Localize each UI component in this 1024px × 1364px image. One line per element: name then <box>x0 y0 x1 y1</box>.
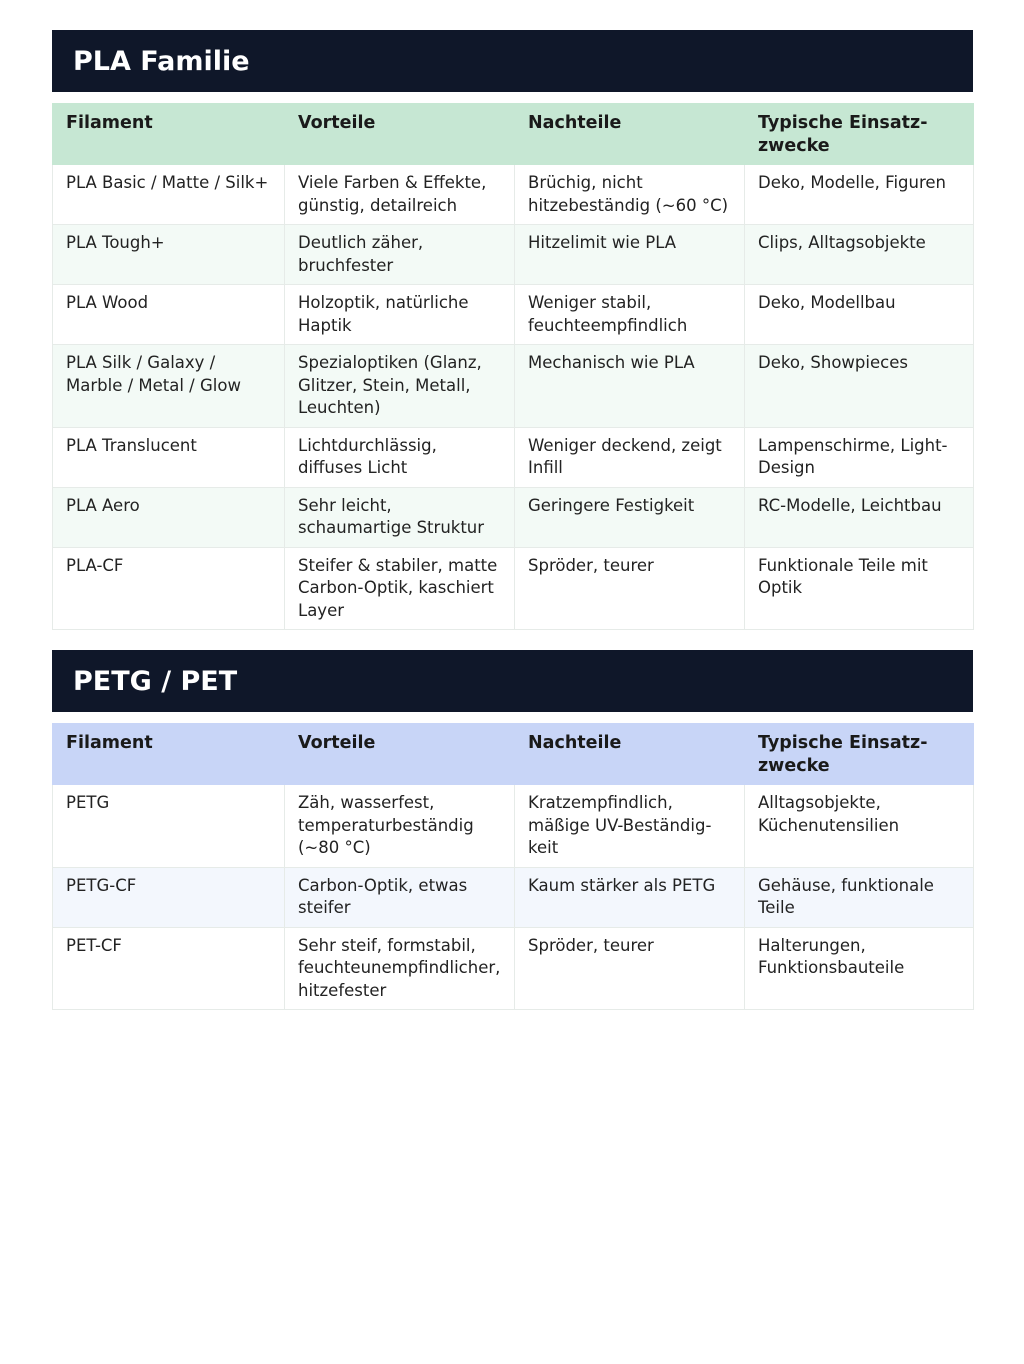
column-header-filament: Filament <box>53 724 285 785</box>
cell-vorteile: Deutlich zäher, bruchfester <box>285 225 515 285</box>
column-header-einsatzzwecke: Typische Einsatzzwecke <box>745 104 974 165</box>
cell-nachteile: Kratzempfindlich, mäßige UV-Beständigkeit <box>515 785 745 868</box>
table-row <box>53 225 974 285</box>
cell-vorteile: Steifer & stabiler, matte Carbon-Optik, kaschiert Layer <box>285 547 515 630</box>
table-row <box>53 165 974 225</box>
cell-nachteile: Brüchig, nicht hitzebeständig (~60 °C) <box>515 165 745 225</box>
document-page <box>52 30 973 1030</box>
cell-vorteile: Zäh, wasserfest, temperaturbeständig (~80 °C) <box>285 785 515 868</box>
column-header-vorteile: Vorteile <box>285 104 515 165</box>
cell-einsatzzwecke: Deko, Modellbau <box>745 285 974 345</box>
cell-einsatzzwecke: RC-Modelle, Leichtbau <box>745 487 974 547</box>
table-row <box>53 345 974 428</box>
cell-filament: PLA Translucent <box>53 427 285 487</box>
cell-nachteile: Hitzelimit wie PLA <box>515 225 745 285</box>
table-row <box>53 285 974 345</box>
cell-vorteile: Sehr steif, formstabil, feuchteunempfindlicher, hitzefester <box>285 927 515 1010</box>
section-pla <box>52 30 973 630</box>
table-header-row <box>53 724 974 785</box>
section-title: PLA Familie <box>52 30 973 92</box>
cell-einsatzzwecke: Lampenschirme, Light-Design <box>745 427 974 487</box>
cell-filament: PET-CF <box>53 927 285 1010</box>
cell-vorteile: Carbon-Optik, etwas steifer <box>285 867 515 927</box>
column-header-nachteile: Nachteile <box>515 104 745 165</box>
cell-einsatzzwecke: Alltagsobjekte, Küchenutensilien <box>745 785 974 868</box>
cell-filament: PLA Aero <box>53 487 285 547</box>
cell-einsatzzwecke: Deko, Showpieces <box>745 345 974 428</box>
cell-filament: PETG <box>53 785 285 868</box>
cell-nachteile: Geringere Festigkeit <box>515 487 745 547</box>
cell-vorteile: Holzoptik, natürliche Haptik <box>285 285 515 345</box>
table-header-row <box>53 104 974 165</box>
section-title: PETG / PET <box>52 650 973 712</box>
cell-nachteile: Kaum stärker als PETG <box>515 867 745 927</box>
table-row <box>53 487 974 547</box>
cell-einsatzzwecke: Clips, Alltagsobjekte <box>745 225 974 285</box>
cell-einsatzzwecke: Gehäuse, funktionale Teile <box>745 867 974 927</box>
cell-vorteile: Spezialoptiken (Glanz, Glitzer, Stein, Metall, Leuchten) <box>285 345 515 428</box>
cell-filament: PLA-CF <box>53 547 285 630</box>
table-row <box>53 867 974 927</box>
section-petg <box>52 650 973 1010</box>
cell-vorteile: Viele Farben & Effekte, günstig, detailreich <box>285 165 515 225</box>
cell-nachteile: Weniger stabil, feuchteempfindlich <box>515 285 745 345</box>
table-row <box>53 427 974 487</box>
column-header-filament: Filament <box>53 104 285 165</box>
table-row <box>53 785 974 868</box>
cell-nachteile: Mechanisch wie PLA <box>515 345 745 428</box>
filament-table <box>52 103 974 630</box>
cell-filament: PLA Silk / Galaxy / Marble / Metal / Glow <box>53 345 285 428</box>
cell-nachteile: Weniger deckend, zeigt Infill <box>515 427 745 487</box>
table-row <box>53 927 974 1010</box>
cell-filament: PETG-CF <box>53 867 285 927</box>
column-header-einsatzzwecke: Typische Einsatzzwecke <box>745 724 974 785</box>
cell-einsatzzwecke: Halterungen, Funktionsbauteile <box>745 927 974 1010</box>
filament-table <box>52 723 974 1010</box>
table-row <box>53 547 974 630</box>
cell-vorteile: Sehr leicht, schaumartige Struktur <box>285 487 515 547</box>
cell-nachteile: Spröder, teurer <box>515 547 745 630</box>
cell-filament: PLA Tough+ <box>53 225 285 285</box>
cell-vorteile: Lichtdurchlässig, diffuses Licht <box>285 427 515 487</box>
cell-filament: PLA Basic / Matte / Silk+ <box>53 165 285 225</box>
cell-filament: PLA Wood <box>53 285 285 345</box>
cell-einsatzzwecke: Deko, Modelle, Figuren <box>745 165 974 225</box>
column-header-nachteile: Nachteile <box>515 724 745 785</box>
cell-nachteile: Spröder, teurer <box>515 927 745 1010</box>
column-header-vorteile: Vorteile <box>285 724 515 785</box>
cell-einsatzzwecke: Funktionale Teile mit Optik <box>745 547 974 630</box>
